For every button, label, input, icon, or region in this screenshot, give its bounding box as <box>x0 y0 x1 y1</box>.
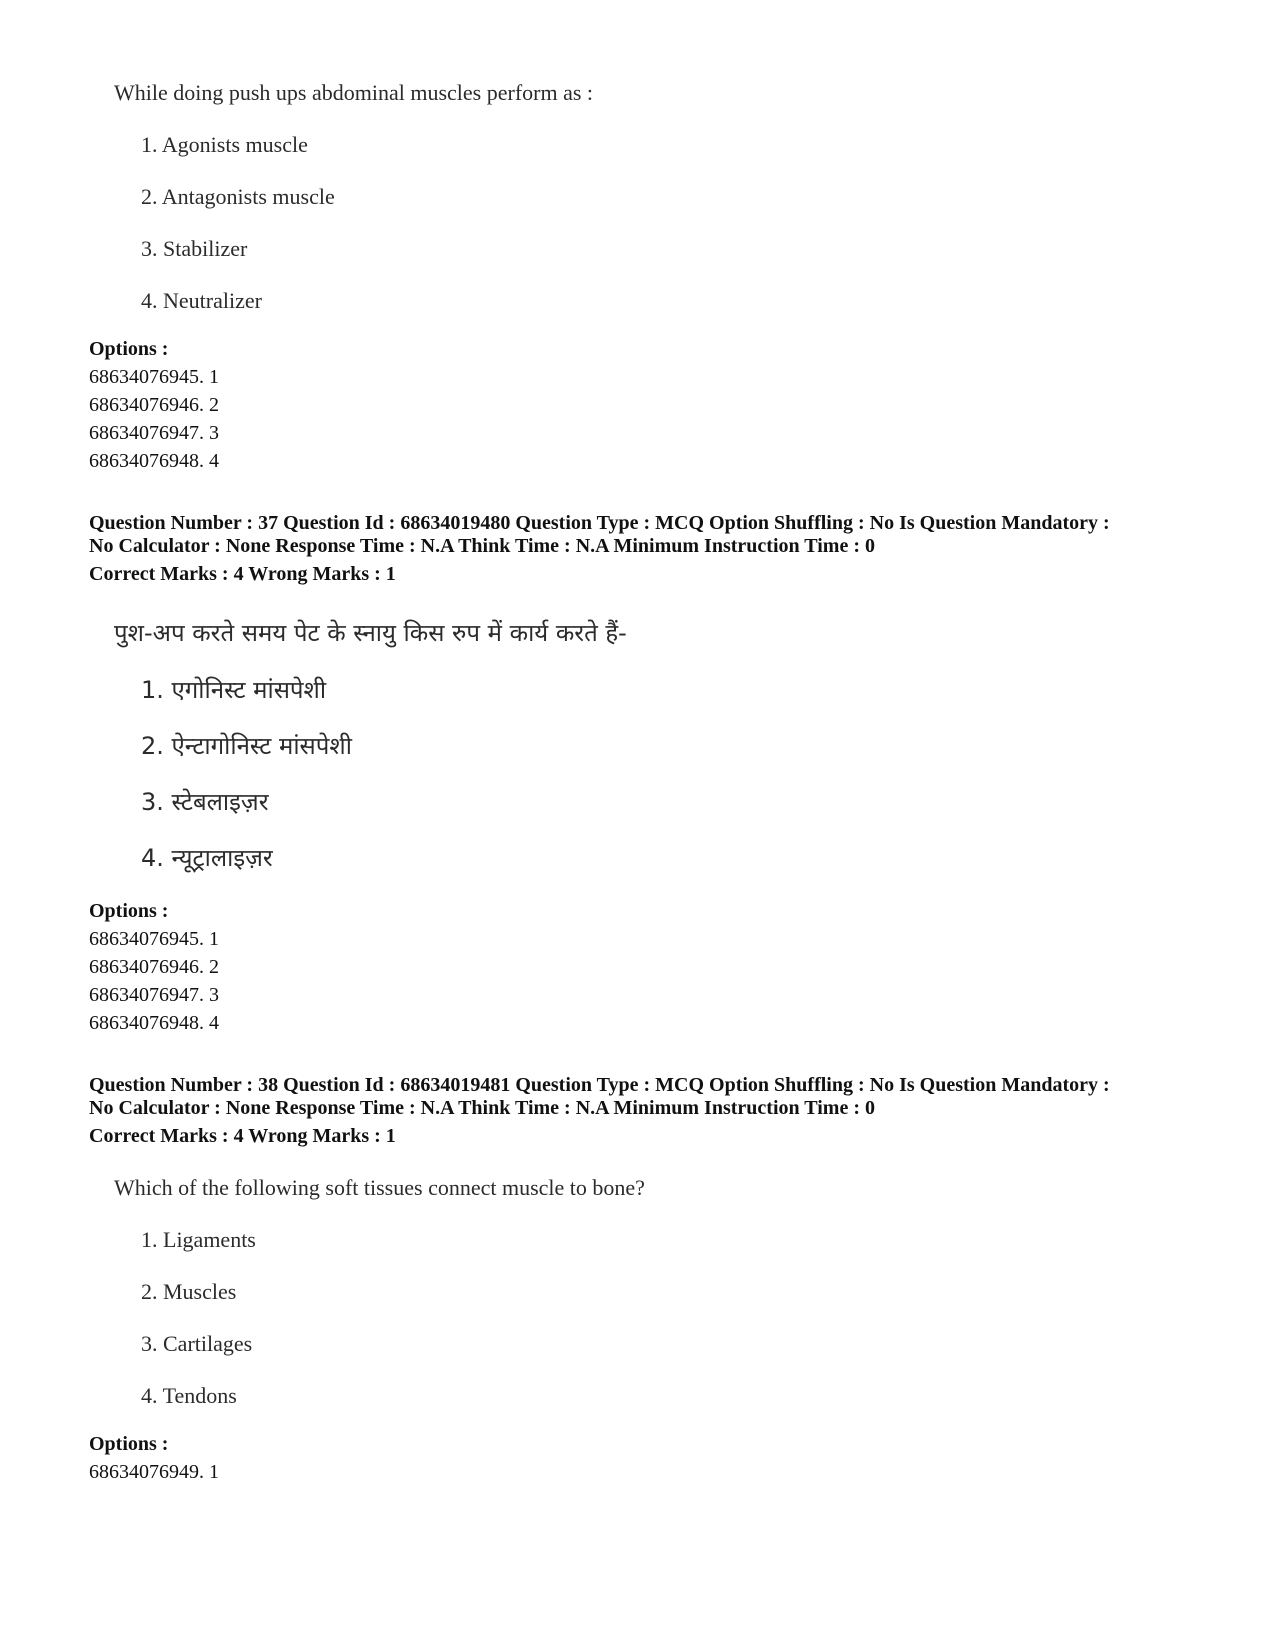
question-38-text: Which of the following soft tissues connect muscle to bone? <box>114 1175 645 1200</box>
option-id-line: 68634076947. 3 <box>89 422 219 444</box>
options-label: Options : <box>89 900 169 922</box>
question-36-text: While doing push ups abdominal muscles perform as : <box>114 80 594 105</box>
question-38-marks: Correct Marks : 4 Wrong Marks : 1 <box>89 1125 396 1147</box>
question-36-choice-4: 4. Neutralizer <box>141 288 262 313</box>
question-37-marks: Correct Marks : 4 Wrong Marks : 1 <box>89 563 396 585</box>
question-38-choice-2: 2. Muscles <box>141 1279 237 1304</box>
question-36-choice-1: 1. Agonists muscle <box>141 132 308 157</box>
options-label: Options : <box>89 338 169 360</box>
question-38-choice-4: 4. Tendons <box>141 1383 237 1408</box>
question-37-meta-line-2: No Calculator : None Response Time : N.A Think Time : N.A Minimum Instruction Time : 0 <box>89 535 875 557</box>
option-id-line: 68634076946. 2 <box>89 394 219 416</box>
question-37-choice-3: 3. स्टेबलाइज़र <box>141 788 269 816</box>
question-36-choice-3: 3. Stabilizer <box>141 236 248 261</box>
option-id-line: 68634076946. 2 <box>89 956 219 978</box>
option-id-line: 68634076945. 1 <box>89 366 219 388</box>
question-37-choice-1: 1. एगोनिस्ट मांसपेशी <box>141 676 327 704</box>
question-38-choice-3: 3. Cartilages <box>141 1331 253 1356</box>
question-38-meta-line-2: No Calculator : None Response Time : N.A Think Time : N.A Minimum Instruction Time : 0 <box>89 1097 875 1119</box>
option-id-line: 68634076945. 1 <box>89 928 219 950</box>
question-38-choice-1: 1. Ligaments <box>141 1227 256 1252</box>
question-37-text: पुश-अप करते समय पेट के स्नायु किस रुप में कार्य करते हैं- <box>114 619 627 647</box>
option-id-line: 68634076948. 4 <box>89 1012 219 1034</box>
options-label: Options : <box>89 1433 169 1455</box>
question-37-meta-line-1: Question Number : 37 Question Id : 68634019480 Question Type : MCQ Option Shuffling : No Is Question Mandatory : <box>89 512 1110 534</box>
question-36-choice-2: 2. Antagonists muscle <box>141 184 335 209</box>
option-id-line: 68634076949. 1 <box>89 1461 219 1483</box>
question-37-choice-4: 4. न्यूट्रालाइज़र <box>141 844 273 872</box>
option-id-line: 68634076947. 3 <box>89 984 219 1006</box>
option-id-line: 68634076948. 4 <box>89 450 219 472</box>
question-38-meta-line-1: Question Number : 38 Question Id : 68634019481 Question Type : MCQ Option Shuffling : No Is Question Mandatory : <box>89 1074 1110 1096</box>
question-37-choice-2: 2. ऐन्टागोनिस्ट मांसपेशी <box>141 732 352 760</box>
